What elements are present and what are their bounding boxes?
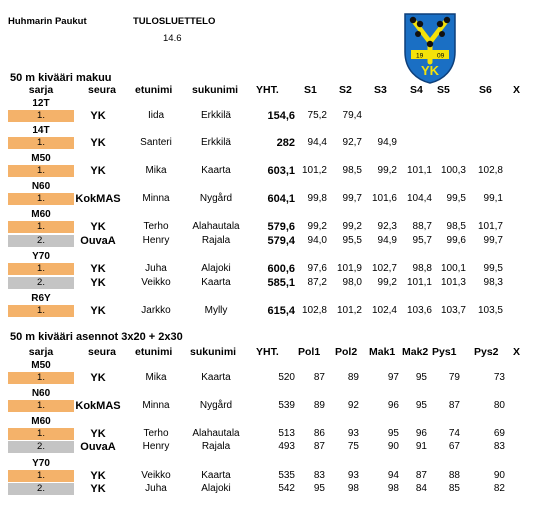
score-cell: 67 xyxy=(448,441,460,452)
score-cell: 95 xyxy=(387,428,399,439)
score-cell: 82 xyxy=(493,483,505,494)
first-name-cell: Veikko xyxy=(141,470,171,481)
club-cell: OuvaA xyxy=(80,441,116,453)
column-header: seura xyxy=(87,346,117,358)
score-cell: 93 xyxy=(347,470,359,481)
column-header: Pol2 xyxy=(335,346,358,358)
total-cell: 603,1 xyxy=(267,165,295,177)
first-name-cell: Minna xyxy=(142,400,170,411)
group-label: Y70 xyxy=(32,458,50,469)
column-header: YHT. xyxy=(256,346,279,358)
last-name-cell: Alahautala xyxy=(192,428,240,439)
club-cell: YK xyxy=(90,428,106,440)
score-cell: 98,8 xyxy=(412,263,432,274)
last-name-cell: Mylly xyxy=(204,305,228,316)
score-cell: 95,5 xyxy=(342,235,362,246)
last-name-cell: Alajoki xyxy=(201,483,231,494)
club-cell: YK xyxy=(90,470,106,482)
club-cell: YK xyxy=(90,165,106,177)
score-cell: 83 xyxy=(313,470,325,481)
column-header: S2 xyxy=(339,84,352,96)
table-row xyxy=(0,483,538,495)
last-name-cell: Kaarta xyxy=(201,277,231,288)
total-cell: 520 xyxy=(278,372,295,383)
place-badge: 2. xyxy=(8,441,74,453)
table-row xyxy=(0,235,538,247)
first-name-cell: Mika xyxy=(145,165,167,176)
score-cell: 94 xyxy=(387,470,399,481)
score-cell: 99,7 xyxy=(483,235,503,246)
score-cell: 83 xyxy=(493,441,505,452)
first-name-cell: Henry xyxy=(142,235,170,246)
score-cell: 100,3 xyxy=(440,165,466,176)
total-cell: 615,4 xyxy=(267,305,295,317)
score-cell: 95 xyxy=(415,372,427,383)
group-label: N60 xyxy=(31,388,51,399)
total-cell: 535 xyxy=(278,470,295,481)
total-cell: 539 xyxy=(278,400,295,411)
column-header: S3 xyxy=(374,84,387,96)
score-cell: 87 xyxy=(448,400,460,411)
club-cell: YK xyxy=(90,221,106,233)
place-badge: 1. xyxy=(8,372,74,384)
table-row xyxy=(0,372,538,384)
score-cell: 79 xyxy=(448,372,460,383)
group-label: 14T xyxy=(32,125,50,136)
section-title: 50 m kivääri asennot 3x20 + 2x30 xyxy=(10,331,183,343)
total-cell: 585,1 xyxy=(267,277,295,289)
column-header: S5 xyxy=(437,84,450,96)
place-badge: 1. xyxy=(8,400,74,412)
table-row xyxy=(0,428,538,440)
first-name-cell: Terho xyxy=(143,221,169,232)
score-cell: 103,7 xyxy=(440,305,466,316)
score-cell: 96 xyxy=(387,400,399,411)
score-cell: 98 xyxy=(387,483,399,494)
club-cell: YK xyxy=(90,372,106,384)
score-cell: 85 xyxy=(448,483,460,494)
last-name-cell: Nygård xyxy=(199,193,233,204)
column-header: Pys1 xyxy=(432,346,457,358)
score-cell: 97 xyxy=(387,372,399,383)
total-cell: 513 xyxy=(278,428,295,439)
score-cell: 88 xyxy=(448,470,460,481)
column-header: sukunimi xyxy=(190,346,237,358)
table-row xyxy=(0,277,538,289)
score-cell: 89 xyxy=(313,400,325,411)
place-badge: 1. xyxy=(8,263,74,275)
place-badge: 1. xyxy=(8,470,74,482)
column-header: YHT. xyxy=(256,84,279,96)
score-cell: 100,1 xyxy=(440,263,466,274)
place-badge: 1. xyxy=(8,193,74,205)
score-cell: 102,7 xyxy=(371,263,397,274)
club-cell: OuvaA xyxy=(80,235,116,247)
total-cell: 579,4 xyxy=(267,235,295,247)
score-cell: 94,9 xyxy=(377,137,397,148)
table-row xyxy=(0,221,538,233)
club-cell: KokMAS xyxy=(75,193,121,205)
score-cell: 99,1 xyxy=(483,193,503,204)
column-header: Mak1 xyxy=(369,346,396,358)
club-cell: YK xyxy=(90,137,106,149)
group-label: M50 xyxy=(31,360,51,371)
score-cell: 101,2 xyxy=(301,165,327,176)
column-header: S1 xyxy=(304,84,317,96)
score-cell: 79,4 xyxy=(342,110,362,121)
score-cell: 90 xyxy=(387,441,399,452)
score-cell: 99,6 xyxy=(446,235,466,246)
score-cell: 86 xyxy=(313,428,325,439)
score-cell: 104,4 xyxy=(406,193,432,204)
score-cell: 97,6 xyxy=(307,263,327,274)
column-header: sarja xyxy=(28,84,54,96)
column-header: seura xyxy=(87,84,117,96)
club-cell: YK xyxy=(90,277,106,289)
last-name-cell: Kaarta xyxy=(201,165,231,176)
club-cell: YK xyxy=(90,305,106,317)
score-cell: 98,5 xyxy=(342,165,362,176)
column-header: etunimi xyxy=(135,346,173,358)
group-label: M60 xyxy=(31,416,51,427)
place-badge: 1. xyxy=(8,305,74,317)
score-cell: 103,5 xyxy=(477,305,503,316)
place-badge: 2. xyxy=(8,235,74,247)
score-cell: 101,1 xyxy=(406,277,432,288)
score-cell: 99,7 xyxy=(342,193,362,204)
score-cell: 95,7 xyxy=(412,235,432,246)
club-cell: YK xyxy=(90,110,106,122)
column-header: sukunimi xyxy=(192,84,239,96)
score-cell: 99,5 xyxy=(483,263,503,274)
score-cell: 98,5 xyxy=(446,221,466,232)
crest-year-right: 09 xyxy=(437,52,445,60)
total-cell: 579,6 xyxy=(267,221,295,233)
score-cell: 99,8 xyxy=(307,193,327,204)
total-cell: 542 xyxy=(278,483,295,494)
score-cell: 99,2 xyxy=(307,221,327,232)
table-row xyxy=(0,441,538,453)
first-name-cell: Iida xyxy=(147,110,165,121)
first-name-cell: Mika xyxy=(145,372,167,383)
group-label: 12T xyxy=(32,98,50,109)
club-cell: KokMAS xyxy=(75,400,121,412)
score-cell: 89 xyxy=(347,372,359,383)
document-date: 14.6 xyxy=(163,33,182,44)
column-header: X xyxy=(513,84,521,96)
score-cell: 101,1 xyxy=(406,165,432,176)
score-cell: 101,6 xyxy=(371,193,397,204)
score-cell: 102,8 xyxy=(477,165,503,176)
score-cell: 93 xyxy=(347,428,359,439)
last-name-cell: Rajala xyxy=(201,441,231,452)
last-name-cell: Nygård xyxy=(199,400,233,411)
table-row xyxy=(0,165,538,177)
total-cell: 493 xyxy=(278,441,295,452)
total-cell: 282 xyxy=(276,137,295,149)
first-name-cell: Minna xyxy=(142,193,170,204)
table-row xyxy=(0,305,538,317)
place-badge: 1. xyxy=(8,137,74,149)
score-cell: 101,2 xyxy=(336,305,362,316)
document-title: TULOSLUETTELO xyxy=(133,16,216,27)
club-cell: YK xyxy=(90,483,106,495)
score-cell: 95 xyxy=(415,400,427,411)
place-badge: 2. xyxy=(8,277,74,289)
column-header: sarja xyxy=(28,346,54,358)
crest-year-left: 19 xyxy=(416,52,424,60)
score-cell: 98 xyxy=(347,483,359,494)
score-cell: 94,4 xyxy=(307,137,327,148)
club-name: Huhmarin Paukut xyxy=(8,16,87,27)
first-name-cell: Juha xyxy=(145,263,167,274)
first-name-cell: Jarkko xyxy=(141,305,171,316)
table-row xyxy=(0,470,538,482)
last-name-cell: Rajala xyxy=(201,235,231,246)
column-header: Pys2 xyxy=(474,346,499,358)
column-header: S4 xyxy=(410,84,423,96)
score-cell: 84 xyxy=(415,483,427,494)
group-label: Y70 xyxy=(32,251,50,262)
crest-initials: YK xyxy=(420,63,440,78)
score-cell: 102,8 xyxy=(301,305,327,316)
score-cell: 98,0 xyxy=(342,277,362,288)
place-badge: 1. xyxy=(8,110,74,122)
score-cell: 99,2 xyxy=(377,277,397,288)
place-badge: 1. xyxy=(8,221,74,233)
score-cell: 75 xyxy=(347,441,359,452)
section-title: 50 m kivääri makuu xyxy=(10,72,112,84)
score-cell: 101,3 xyxy=(440,277,466,288)
last-name-cell: Alajoki xyxy=(201,263,231,274)
score-cell: 92,3 xyxy=(377,221,397,232)
table-row xyxy=(0,137,538,149)
score-cell: 99,2 xyxy=(342,221,362,232)
score-cell: 102,4 xyxy=(371,305,397,316)
score-cell: 90 xyxy=(493,470,505,481)
first-name-cell: Terho xyxy=(143,428,169,439)
last-name-cell: Erkkilä xyxy=(200,137,231,148)
score-cell: 87,2 xyxy=(307,277,327,288)
last-name-cell: Kaarta xyxy=(201,470,231,481)
last-name-cell: Alahautala xyxy=(192,221,240,232)
score-cell: 88,7 xyxy=(412,221,432,232)
column-header: X xyxy=(513,346,521,358)
table-row xyxy=(0,400,538,412)
score-cell: 87 xyxy=(313,372,325,383)
last-name-cell: Kaarta xyxy=(201,372,231,383)
column-header: S6 xyxy=(479,84,492,96)
score-cell: 74 xyxy=(448,428,460,439)
score-cell: 96 xyxy=(415,428,427,439)
score-cell: 101,7 xyxy=(477,221,503,232)
score-cell: 73 xyxy=(493,372,505,383)
column-header: Mak2 xyxy=(402,346,429,358)
total-cell: 154,6 xyxy=(267,110,295,122)
total-cell: 600,6 xyxy=(267,263,295,275)
score-cell: 101,9 xyxy=(336,263,362,274)
last-name-cell: Erkkilä xyxy=(200,110,231,121)
group-label: R6Y xyxy=(31,293,51,304)
score-cell: 80 xyxy=(493,400,505,411)
place-badge: 2. xyxy=(8,483,74,495)
first-name-cell: Henry xyxy=(142,441,170,452)
first-name-cell: Santeri xyxy=(140,137,172,148)
table-row xyxy=(0,263,538,275)
column-header: Pol1 xyxy=(298,346,321,358)
score-cell: 87 xyxy=(415,470,427,481)
place-badge: 1. xyxy=(8,165,74,177)
score-cell: 92 xyxy=(347,400,359,411)
score-cell: 91 xyxy=(415,441,427,452)
group-label: M60 xyxy=(31,209,51,220)
score-cell: 99,2 xyxy=(377,165,397,176)
score-cell: 98,3 xyxy=(483,277,503,288)
table-row xyxy=(0,193,538,205)
score-cell: 95 xyxy=(313,483,325,494)
score-cell: 92,7 xyxy=(342,137,362,148)
club-logo-crest xyxy=(403,12,457,84)
total-cell: 604,1 xyxy=(267,193,295,205)
group-label: M50 xyxy=(31,153,51,164)
first-name-cell: Juha xyxy=(145,483,167,494)
score-cell: 87 xyxy=(313,441,325,452)
score-cell: 103,6 xyxy=(406,305,432,316)
place-badge: 1. xyxy=(8,428,74,440)
score-cell: 99,5 xyxy=(446,193,466,204)
column-header: etunimi xyxy=(135,84,173,96)
score-cell: 94,9 xyxy=(377,235,397,246)
first-name-cell: Veikko xyxy=(141,277,171,288)
score-cell: 94,0 xyxy=(307,235,327,246)
group-label: N60 xyxy=(31,181,51,192)
score-cell: 75,2 xyxy=(307,110,327,121)
table-row xyxy=(0,110,538,122)
score-cell: 69 xyxy=(493,428,505,439)
club-cell: YK xyxy=(90,263,106,275)
